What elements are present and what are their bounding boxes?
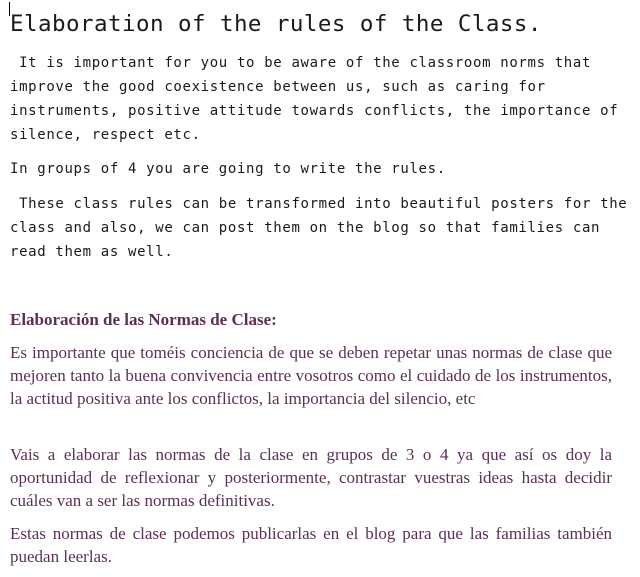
spanish-paragraph-2: Vais a elaborar las normas de la clase en grupos de 3 o 4 ya que así os doy la oportunidad de reflexionar y posteriormente, contrastar vuestras ideas hasta decidir cuáles van a ser las normas definitivas. [10,445,612,510]
english-paragraph-1-line: silence, respect etc. [10,127,201,143]
english-paragraph-1-line: improve the good coexistence between us, such as caring for [10,79,546,95]
spanish-paragraph-1: Es importante que toméis conciencia de que se deben repetar unas normas de clase que mejoren tanto la buena convivencia entre vosotros como el cuidado de los instrumentos, la actitud positiva ante los conflictos, la importancia del silencio, etc [10,343,612,408]
english-paragraph-1-line: It is important for you to be aware of the classroom norms that [10,55,592,71]
spanish-title: Elaboración de las Normas de Clase: [10,310,277,329]
english-paragraph-2-line: In groups of 4 you are going to write the rules. [10,161,446,177]
english-paragraph-1-line: instruments, positive attitude towards conflicts, the importance of [10,103,619,119]
english-paragraph-2 [10,157,610,181]
english-paragraph-3-line: These class rules can be transformed into beautiful posters for the [10,196,628,212]
english-paragraph-1 [10,51,619,147]
english-paragraph-3 [10,192,628,264]
english-paragraph-3-line: read them as well. [10,244,174,260]
english-title: Elaboration of the rules of the Class. [10,11,542,37]
spanish-paragraph-3: Estas normas de clase podemos publicarlas en el blog para que las familias también puedan leerlas. [10,524,612,566]
english-paragraph-3-line: class and also, we can post them on the blog so that families can [10,220,601,236]
